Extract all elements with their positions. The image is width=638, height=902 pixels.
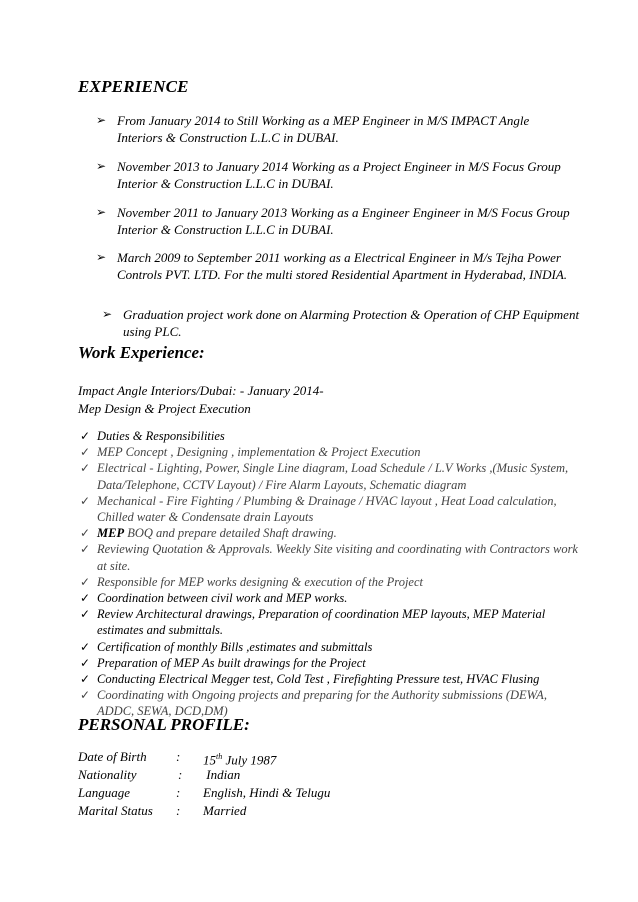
duty-item: ✓ Duties & Responsibilities: [80, 429, 225, 443]
work-experience-heading: Work Experience:: [78, 343, 205, 362]
duties-list: [80, 428, 580, 720]
duty-item: ✓ Coordination between civil work and MEP works.: [80, 591, 348, 606]
arrow-bullet-icon: ➢: [102, 307, 113, 321]
experience-item-text: November 2011 to January 2013 Working as a Engineer Engineer in M/S Focus Group Interior & Construction L.L.C in DUBAI.: [117, 205, 570, 237]
check-icon: ✓: [80, 688, 91, 703]
duty-item: ✓ Electrical - Lighting, Power, Single Line diagram, Load Schedule / L.V Works ,(Music System, Data/Telephone, CCTV Layout) / Fire Alarm Layouts, Schematic diagram: [80, 461, 569, 492]
check-icon: ✓: [80, 672, 91, 687]
profile-label: Date of Birth: [78, 749, 147, 764]
arrow-bullet-icon: ➢: [96, 250, 107, 264]
duty-item: ✓ Preparation of MEP As built drawings for the Project: [80, 655, 366, 670]
check-icon: ✓: [80, 542, 91, 557]
company-line: Impact Angle Interiors/Dubai: - January 2014-: [78, 383, 324, 398]
profile-label: Nationality: [78, 767, 137, 782]
check-icon: ✓: [80, 445, 91, 460]
duty-item: ✓ MEP BOQ and prepare detailed Shaft drawing.: [80, 526, 337, 541]
experience-heading: EXPERIENCE: [78, 77, 189, 96]
mep-prefix: MEP: [97, 526, 125, 541]
check-icon: ✓: [80, 461, 91, 476]
duty-item: ✓ MEP Concept , Designing , implementation & Project Execution: [80, 445, 421, 460]
check-icon: ✓: [80, 574, 91, 589]
profile-separator: :: [176, 785, 181, 800]
check-icon: ✓: [80, 591, 91, 606]
arrow-bullet-icon: ➢: [96, 113, 107, 127]
profile-value: Married: [203, 803, 247, 818]
experience-item-text: March 2009 to September 2011 working as a Electrical Engineer in M/s Tejha Power Controls PVT. LTD. For the multi stored Residential Apartment in Hyderabad, INDIA.: [117, 250, 568, 282]
profile-label: Marital Status: [78, 803, 153, 818]
duty-item: ✓ Coordinating with Ongoing projects and preparing for the Authority submissions (DEWA, ADDC, SEWA, DCD,DM): [80, 688, 547, 719]
check-icon: ✓: [80, 639, 91, 654]
profile-separator: :: [176, 749, 181, 764]
work-intro: [78, 382, 578, 418]
experience-item-text: November 2013 to January 2014 Working as a Project Engineer in M/S Focus Group Interior & Construction L.L.C in DUBAI.: [117, 159, 561, 191]
check-icon: ✓: [80, 655, 91, 670]
experience-item-text: Graduation project work done on Alarming Protection & Operation of CHP Equipment using PLC.: [123, 307, 580, 339]
personal-profile-heading: PERSONAL PROFILE:: [78, 715, 250, 734]
profile-separator: :: [178, 767, 183, 782]
check-icon: ✓: [80, 607, 91, 622]
duty-item: ✓ Certification of monthly Bills ,estimates and submittals: [80, 639, 373, 654]
role-line: Mep Design & Project Execution: [78, 401, 251, 416]
profile-separator: :: [176, 803, 181, 818]
arrow-bullet-icon: ➢: [96, 159, 107, 173]
duty-item: ✓ Review Architectural drawings, Preparation of coordination MEP layouts, MEP Material estimates and submittals.: [80, 607, 546, 638]
arrow-bullet-icon: ➢: [96, 205, 107, 219]
duty-item: ✓ Mechanical - Fire Fighting / Plumbing & Drainage / HVAC layout , Heat Load calculation, Chilled water & Condensate drain Layouts: [80, 493, 557, 525]
duty-item: ✓ Conducting Electrical Megger test, Cold Test , Firefighting Pressure test, HVAC Flusing: [80, 672, 540, 687]
duty-item: ✓ Reviewing Quotation & Approvals. Weekly Site visiting and coordinating with Contractors work at site.: [80, 542, 578, 573]
duty-item: ✓ Responsible for MEP works designing & execution of the Project: [80, 574, 423, 589]
check-icon: ✓: [80, 493, 91, 508]
profile-label: Language: [78, 785, 130, 800]
profile-value: Indian: [203, 767, 241, 782]
experience-item-text: From January 2014 to Still Working as a MEP Engineer in M/S IMPACT Angle Interiors & Construction L.L.C in DUBAI.: [117, 113, 530, 145]
profile-value: 15th July 1987: [203, 752, 277, 768]
check-icon: ✓: [80, 429, 91, 443]
check-icon: ✓: [80, 526, 91, 541]
profile-value: English, Hindi & Telugu: [203, 785, 331, 800]
